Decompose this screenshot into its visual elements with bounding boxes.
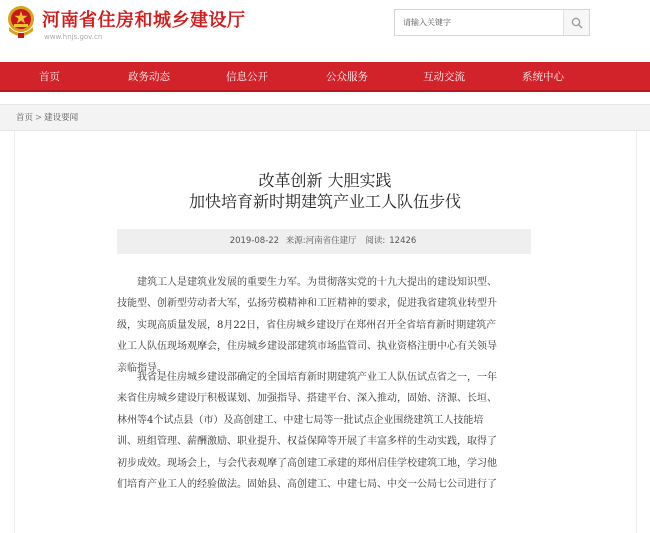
paragraph-line: 级，实现高质量发展，8月22日，省住房城乡建设厅在郑州召开全省培育新时期建筑产 [117,319,497,331]
paragraph-line: 技能型、创新型劳动者大军，弘扬劳模精神和工匠精神的要求，促进我省建筑业转型升 [117,298,497,310]
search-icon [571,17,583,29]
article-title-line2: 加快培育新时期建筑产业工人队伍步伐 [188,192,461,211]
breadcrumb-home-link[interactable]: 首页 [16,113,34,123]
paragraph-line: 训、班组管理、薪酬激励、职业提升、权益保障等开展了丰富多样的生动实践，取得了 [117,436,497,448]
site-url: www.hnjs.gov.cn [44,33,103,41]
search-button[interactable] [563,10,589,35]
breadcrumb [16,105,78,132]
paragraph-line: 初步成效。现场会上，与会代表观摩了高创建工承建的郑州启佳学校建筑工地，学习他 [117,457,497,469]
article-views-label: 阅读: [365,236,386,246]
nav-item-interaction[interactable]: 互动交流 [423,71,465,83]
paragraph-line: 来省住房城乡建设厅积极谋划、加强指导、搭建平台、深入推动，固始、济源、长垣、 [117,393,497,405]
national-emblem-icon[interactable] [6,3,36,39]
article-source: 来源:河南省住建厅 [285,236,357,246]
search-box [394,9,590,36]
article-paragraph-2 [117,367,579,495]
article-title-line1: 改革创新 大胆实践 [258,171,392,190]
paragraph-line: 林州等4个试点县（市）及高创建工、中建七局等一批试点企业围绕建筑工人技能培 [117,414,484,426]
article-meta-bar [117,229,531,254]
paragraph-line: 建筑工人是建筑业发展的重要生力军。为贯彻落实党的十九大提出的建设知识型、 [137,277,497,288]
paragraph-line: 亲临指导。 [117,362,167,374]
paragraph-line: 们培育产业工人的经验做法。固始县、高创建工、中建七局、中交一公局七公司进行了 [117,478,497,490]
site-header [0,0,650,62]
nav-item-news[interactable]: 政务动态 [128,71,170,83]
article-date: 2019-08-22 [229,236,280,246]
nav-item-system[interactable]: 系统中心 [522,71,564,83]
nav-item-public-service[interactable]: 公众服务 [326,71,368,83]
article-paragraph-1 [117,272,579,379]
article-views-count: 12426 [389,236,417,246]
article-meta [117,229,531,254]
main-nav [0,62,650,92]
paragraph-line: 业工人队伍现场观摩会，住房城乡建设部建筑市场监管司、执业资格注册中心有关领导 [117,341,497,353]
breadcrumb-bar [0,104,650,131]
article-views [363,236,418,246]
nav-item-home[interactable]: 首页 [39,71,60,83]
paragraph-line: 我省是住房城乡建设部确定的全国培育新时期建筑产业工人队伍试点省之一，一年 [137,372,497,383]
breadcrumb-current-link[interactable]: 建设要闻 [44,113,79,123]
site-title[interactable]: 河南省住房和城乡建设厅 [42,10,246,31]
search-input[interactable] [395,10,563,35]
breadcrumb-separator: > [35,113,43,123]
nav-item-info[interactable]: 信息公开 [226,71,268,83]
